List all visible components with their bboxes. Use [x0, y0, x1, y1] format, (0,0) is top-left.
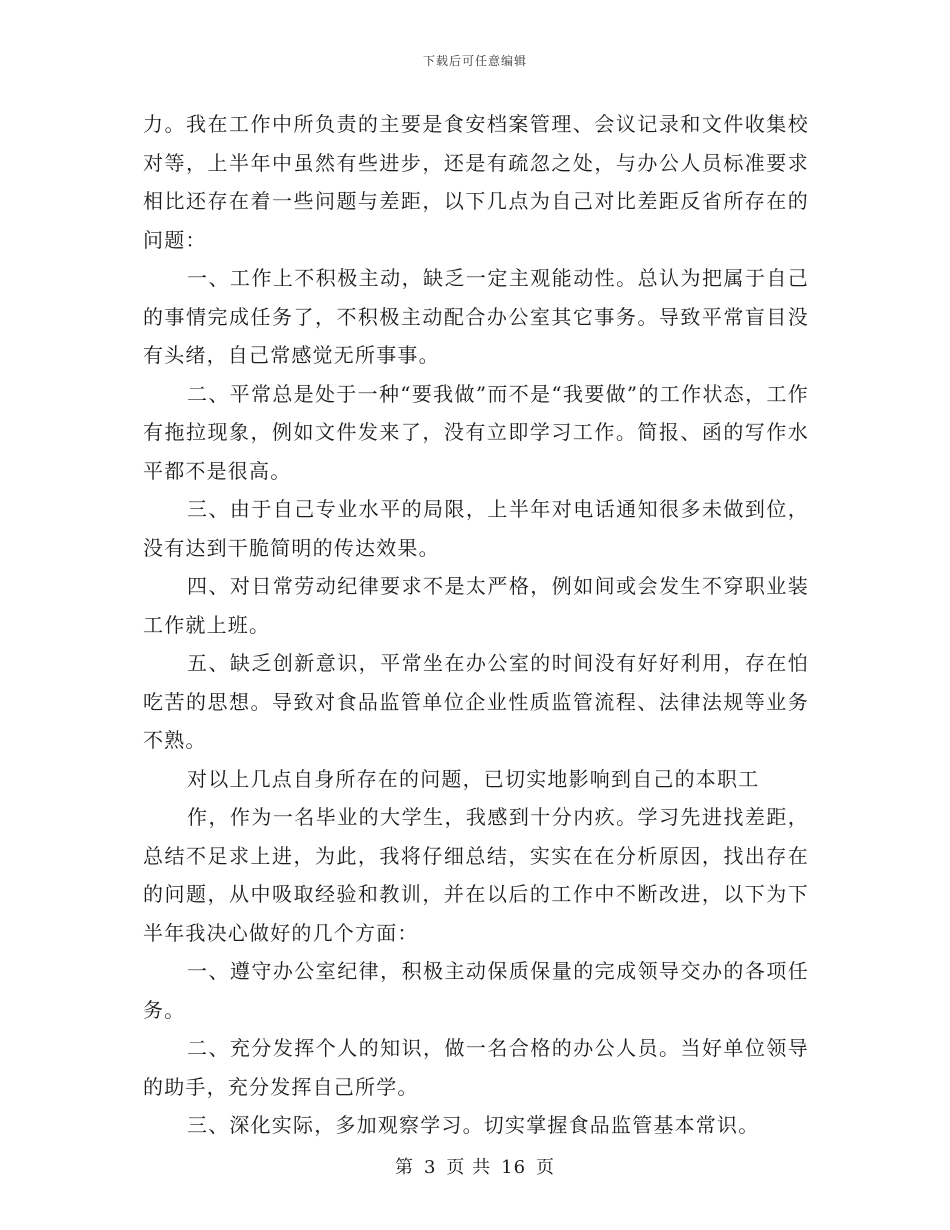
footer-middle: 页 共: [446, 1157, 492, 1178]
footer-prefix: 第: [394, 1157, 414, 1178]
paragraph: 三、深化实际，多加观察学习。切实掌握食品监管基本常识。: [187, 1113, 760, 1137]
paragraph: 对以上几点自身所存在的问题，已切实地影响到自己的本职工: [187, 766, 760, 791]
footer-suffix: 页: [536, 1157, 556, 1178]
paragraph: 二、平常总是处于一种“要我做”而不是“我要做”的工作状态，工作有拖拉现象，例如文件发来了，没有立即学习工作。简报、函的写作水平都不是很高。: [143, 381, 809, 483]
page-footer: [0, 1153, 950, 1179]
paragraph: 作，作为一名毕业的大学生，我感到十分内疚。学习先进找差距，总结不足求上进，为此，我将仔细总结，实实在在分析原因，找出存在的问题，从中吸取经验和教训，并在以后的工作中不断改进，以下为下半年我决心做好的几个方面：: [143, 805, 809, 945]
current-page-number: 3: [423, 1157, 437, 1178]
paragraph: 四、对日常劳动纪律要求不是太严格，例如间或会发生不穿职业装工作就上班。: [143, 574, 809, 637]
total-pages-number: 16: [501, 1157, 527, 1178]
header-note: 下载后可任意编辑: [422, 54, 527, 68]
paragraph: 一、遵守办公室纪律，积极主动保质保量的完成领导交办的各项任务。: [143, 959, 809, 1022]
paragraph: 五、缺乏创新意识，平常坐在办公室的时间没有好好利用，存在怕吃苦的思想。导致对食品监管单位企业性质监管流程、法律法规等业务不熟。: [143, 651, 809, 752]
paragraph: 力。我在工作中所负责的主要是食安档案管理、会议记录和文件收集校对等，上半年中虽然有些进步，还是有疏忽之处，与办公人员标准要求相比还存在着一些问题与差距，以下几点为自己对比差距反省所存在的问题：: [143, 112, 809, 252]
paragraph: 二、充分发挥个人的知识，做一名合格的办公人员。当好单位领导的助手，充分发挥自己所学。: [143, 1036, 809, 1099]
document-body: [143, 105, 809, 1145]
paragraph: 三、由于自己专业水平的局限，上半年对电话通知很多未做到位，没有达到干脆简明的传达效果。: [143, 497, 809, 560]
paragraph: 一、工作上不积极主动，缺乏一定主观能动性。总认为把属于自己的事情完成任务了，不积极主动配合办公室其它事务。导致平常盲目没有头绪，自己常感觉无所事事。: [143, 266, 809, 367]
